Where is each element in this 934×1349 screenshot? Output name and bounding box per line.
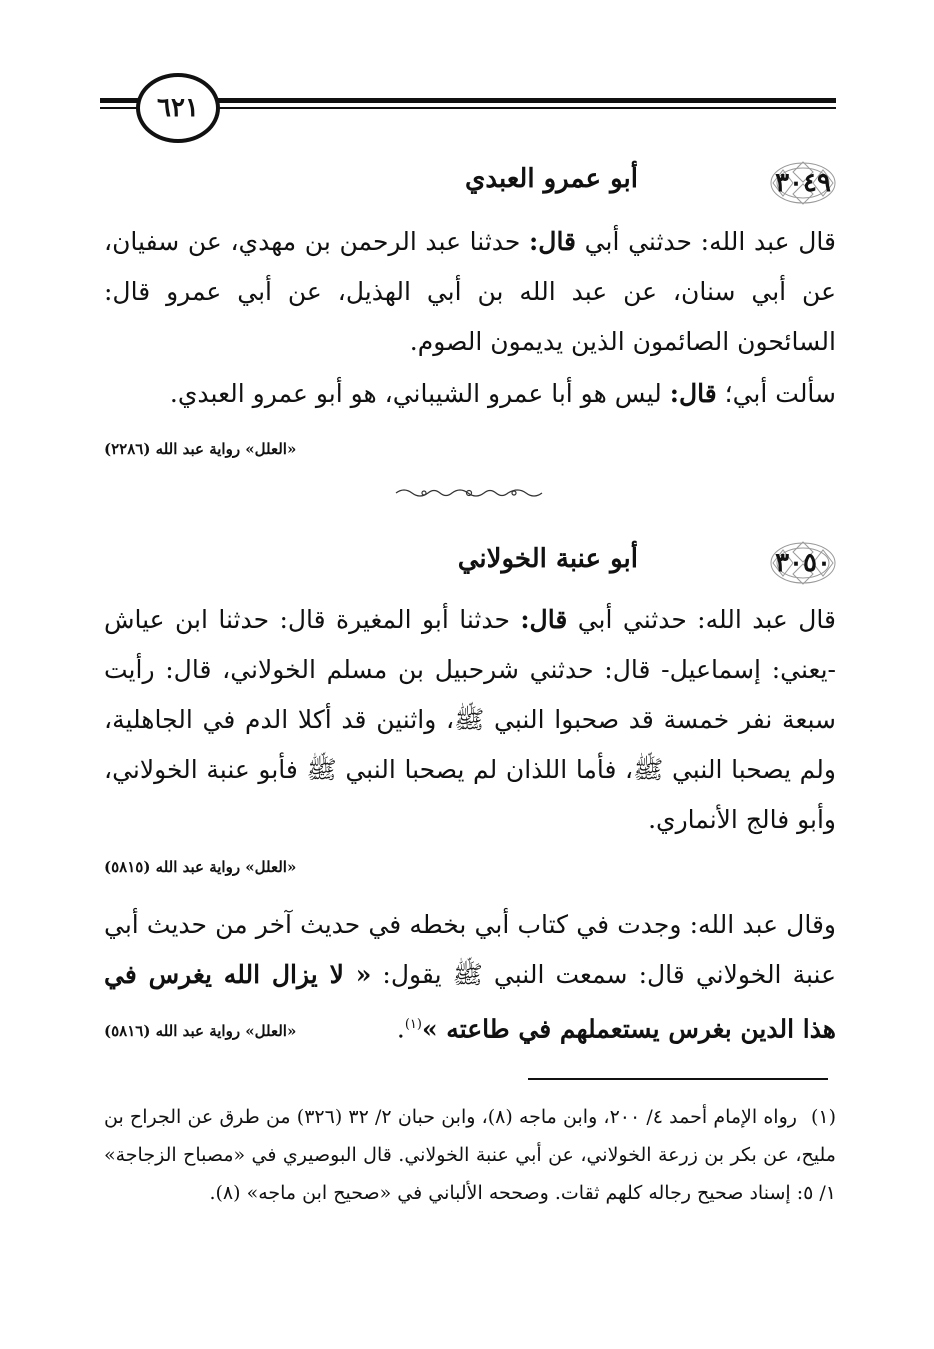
entry-header — [98, 540, 838, 590]
page-number: ٦٢١ — [136, 73, 220, 143]
paragraph-text-run: سألت أبي؛ — [716, 379, 836, 408]
source-reference: «العلل» رواية عبد الله (٥٨١٦) — [104, 1022, 297, 1040]
footnote-text: رواه الإمام أحمد ٤/ ٢٠٠، وابن ماجه (٨)، وابن حبان ٢/ ٣٢ (٣٢٦) من طرق عن الجراح بن مليح، عن بكر بن زرعة الخولاني، عن أبي عنبة الخولاني. قال البوصيري في «مصباح الزجاجة» ١/ ٥: إسناد صحيح رجاله كلهم ثقات. وصححه الألباني في «صحيح ابن ماجه» (٨). — [104, 1106, 836, 1204]
entry-paragraph — [104, 595, 836, 845]
paragraph-text-run: قال: — [529, 227, 577, 256]
footnote — [104, 1098, 836, 1212]
paragraph-text-run: قال: — [669, 379, 717, 408]
paragraph-text-run: ليس هو أبا عمرو الشيباني، هو أبو عمرو العبدي. — [169, 379, 670, 408]
entry-title: أبو عمرو العبدي — [465, 164, 638, 194]
paragraph-text-run: حدثنا عبد الرحمن بن مهدي، عن سفيان، عن أبي سنان، عن عبد الله بن أبي الهذيل، عن أبي عمرو قال: السائحون الصائمون الذين يديمون الصوم. — [104, 227, 836, 356]
paragraph-text-run: . — [396, 1014, 405, 1044]
source-reference: «العلل» رواية عبد الله (٥٨١٥) — [104, 858, 297, 876]
footnote-number: (١) — [810, 1106, 836, 1128]
entry-paragraph — [104, 217, 836, 367]
entry-title: أبو عنبة الخولاني — [457, 544, 638, 574]
paragraph-text-run: قال عبد الله: حدثني أبي — [576, 227, 836, 256]
source-reference: «العلل» رواية عبد الله (٢٢٨٦) — [104, 440, 297, 458]
footnote-marker: (١) — [404, 1017, 422, 1032]
paragraph-text-run: قال عبد الله: حدثني أبي — [567, 605, 836, 634]
paragraph-text-run: « لا يزال الله يغرس في هذا الدين بغرس يستعملهم في طاعته » — [104, 960, 836, 1044]
entry-number-badge — [768, 160, 838, 206]
paragraph-text-run: قال: — [520, 605, 568, 634]
entry-number: ٣٠٥٠ — [775, 548, 831, 578]
entry-number-badge — [768, 540, 838, 586]
footnote-rule — [528, 1078, 828, 1080]
entry-number: ٣٠٤٩ — [775, 168, 831, 198]
entry-paragraph — [104, 369, 836, 419]
paragraph-text-run: حدثنا أبو المغيرة قال: حدثنا ابن عياش -يعني: إسماعيل- قال: حدثني شرحبيل بن مسلم الخولاني، قال: رأيت سبعة نفر خمسة قد صحبوا النبي ﷺ، واثنين قد أكلا الدم في الجاهلية، ولم يصحبا النبي ﷺ، فأما اللذان لم يصحبا النبي ﷺ فأبو عنبة الخولاني، وأبو فالج الأنماري. — [104, 605, 836, 834]
paragraph-text-run: وقال عبد الله: وجدت في كتاب أبي بخطه في حديث آخر من حديث أبي عنبة الخولاني قال: سمعت النبي ﷺ يقول: — [104, 910, 837, 989]
section-divider-ornament — [394, 486, 544, 500]
entry-header — [98, 160, 838, 210]
